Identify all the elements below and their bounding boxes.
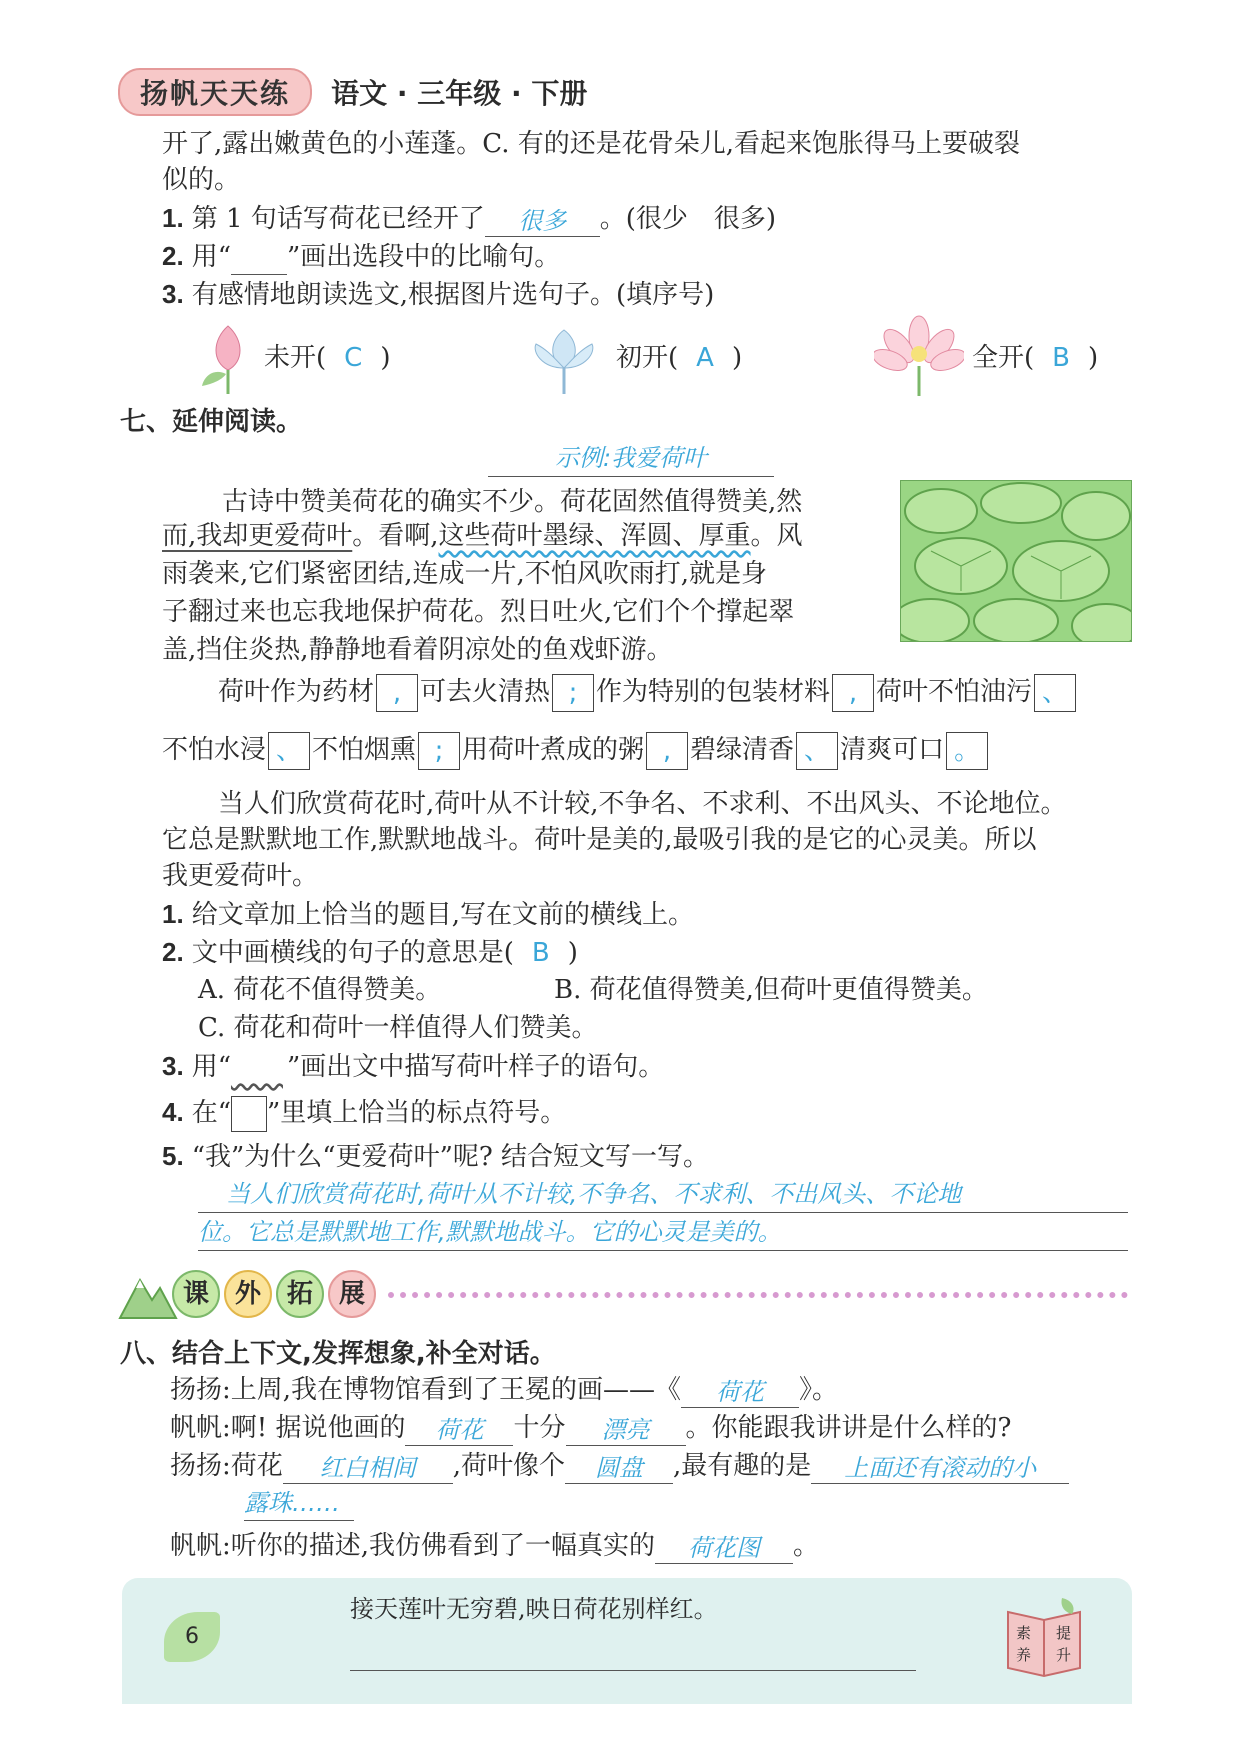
passage-line-2: 而,我却更爱荷叶。看啊,这些荷叶墨绿、浑圆、厚重。风: [162, 521, 803, 551]
passage-p3-line-1: 当人们欣赏荷花时,荷叶从不计较,不争名、不求利、不出风头、不论地位。: [218, 789, 1067, 819]
punct-box[interactable]: ;: [552, 674, 594, 712]
sec6-question-1: 1. 第 1 句话写荷花已经开了 很多 。(很少 很多): [162, 203, 777, 235]
flower-full-bloom-icon: [874, 314, 964, 396]
option-a: A. 荷花不值得赞美。: [198, 975, 442, 1005]
q5-answer-line-2: 位。它总是默默地工作,默默地战斗。它的心灵是美的。: [198, 1214, 1128, 1251]
flower-closed-label: 未开( C ): [264, 343, 391, 373]
q5-answer-line-1: 当人们欣赏荷花时,荷叶从不计较,不争名、不求利、不出风头、不论地: [198, 1176, 1128, 1213]
banner-char: 展: [328, 1270, 376, 1318]
lotus-leaves-image: [900, 480, 1132, 642]
page-number-leaf: [164, 1612, 220, 1662]
footer-writing-line: [350, 1670, 916, 1671]
passage-continuation-1: 开了,露出嫩黄色的小莲蓬。C. 有的还是花骨朵儿,看起来饱胀得马上要破裂: [162, 129, 1021, 159]
punct-box[interactable]: 、: [268, 732, 310, 770]
passage-continuation-2: 似的。: [162, 165, 241, 195]
book-char: 素: [1016, 1624, 1032, 1642]
banner-char: 拓: [276, 1270, 324, 1318]
punct-box[interactable]: ,: [646, 732, 688, 770]
punct-box[interactable]: 。: [946, 732, 988, 770]
sec7-question-3: 3. 用“ ”画出文中描写荷叶样子的语句。: [162, 1051, 665, 1082]
passage-line-1: 古诗中赞美荷花的确实不少。荷花固然值得赞美,然: [222, 487, 803, 517]
footer-quote: 接天莲叶无穷碧,映日荷花别样红。: [350, 1595, 718, 1623]
series-badge: 扬帆天天练: [118, 68, 312, 116]
passage-title-answer: 示例:我爱荷叶: [554, 444, 708, 472]
flower-half-open-label: 初开( A ): [616, 343, 743, 373]
dialog-line-4: 帆帆:听你的描述,我仿佛看到了一幅真实的 荷花图 。: [170, 1531, 820, 1562]
punctuation-line-2: 不怕水浸 、 不怕烟熏 ; 用荷叶煮成的粥 , 碧绿清香 、 清爽可口 。: [162, 732, 990, 770]
book-char: 提: [1056, 1624, 1072, 1642]
header: [118, 68, 587, 116]
dialog-line-1: 扬扬:上周,我在博物馆看到了王冕的画——《 荷花 》。: [170, 1375, 839, 1406]
passage-p3-line-3: 我更爱荷叶。: [162, 861, 319, 891]
punct-box[interactable]: 、: [1034, 674, 1076, 712]
option-c: C. 荷花和荷叶一样值得人们赞美。: [198, 1013, 598, 1043]
sec7-question-5: 5. “我”为什么“更爱荷叶”呢? 结合短文写一写。: [162, 1141, 710, 1172]
sec6-question-2: 2. 用“ ”画出选段中的比喻句。: [162, 238, 560, 275]
dialog-line-2: 帆帆:啊! 据说他画的 荷花 十分 漂亮 。你能跟我讲讲是什么样的?: [170, 1413, 1012, 1444]
passage-p3-line-2: 它总是默默地工作,默默地战斗。荷叶是美的,最吸引我的是它的心灵美。所以: [162, 825, 1037, 855]
sec6-question-3: 3. 有感情地朗读选文,根据图片选句子。(填序号): [162, 279, 715, 310]
punct-box[interactable]: 、: [796, 732, 838, 770]
banner-char: 外: [224, 1270, 272, 1318]
punct-box[interactable]: ,: [376, 674, 418, 712]
book-icon: [1002, 1596, 1086, 1680]
punctuation-line-1: 荷叶作为药材 , 可去火清热 ; 作为特别的包装材料 , 荷叶不怕油污 、: [218, 674, 1078, 712]
dialog-line-3: 扬扬:荷花 红白相间 ,荷叶像个 圆盘 ,最有趣的是 上面还有滚动的小: [170, 1448, 1069, 1484]
book-char: 升: [1056, 1646, 1072, 1664]
banner-char: 课: [172, 1270, 220, 1318]
passage-line-3: 雨袭来,它们紧密团结,连成一片,不怕风吹雨打,就是身: [162, 559, 768, 589]
footer-panel: [122, 1578, 1132, 1704]
flower-full-bloom-label: 全开( B ): [972, 343, 1099, 373]
sec7-question-1: 1. 给文章加上恰当的题目,写在文前的横线上。: [162, 899, 694, 930]
passage-line-5: 盖,挡住炎热,静静地看着阴凉处的鱼戏虾游。: [162, 635, 673, 665]
flower-half-open-icon: [522, 320, 606, 394]
answer: 很多: [518, 207, 567, 235]
section-7-title: 七、延伸阅读。: [120, 407, 303, 437]
dotted-divider: [388, 1292, 1128, 1298]
page-number: 6: [185, 1624, 199, 1649]
sec7-question-2: 2. 文中画横线的句子的意思是( B ): [162, 937, 578, 968]
book-char: 养: [1016, 1646, 1032, 1664]
dialog-line-3-continuation: 露珠……: [244, 1486, 354, 1521]
sec7-question-4: 4. 在“ ”里填上恰当的标点符号。: [162, 1094, 566, 1132]
punct-box[interactable]: ,: [832, 674, 874, 712]
section-8-title: 八、结合上下文,发挥想象,补全对话。: [120, 1339, 556, 1369]
mountain-icon: [118, 1270, 178, 1320]
flower-bud-icon: [198, 318, 258, 394]
extension-banner: [118, 1266, 1130, 1322]
passage-title-line: [488, 440, 774, 477]
subject-title: 语文 · 三年级 · 下册: [331, 77, 588, 110]
option-b: B. 荷花值得赞美,但荷叶更值得赞美。: [554, 975, 988, 1005]
passage-line-4: 子翻过来也忘我地保护荷花。烈日吐火,它们个个撑起翠: [162, 597, 795, 627]
punct-box[interactable]: ;: [418, 732, 460, 770]
